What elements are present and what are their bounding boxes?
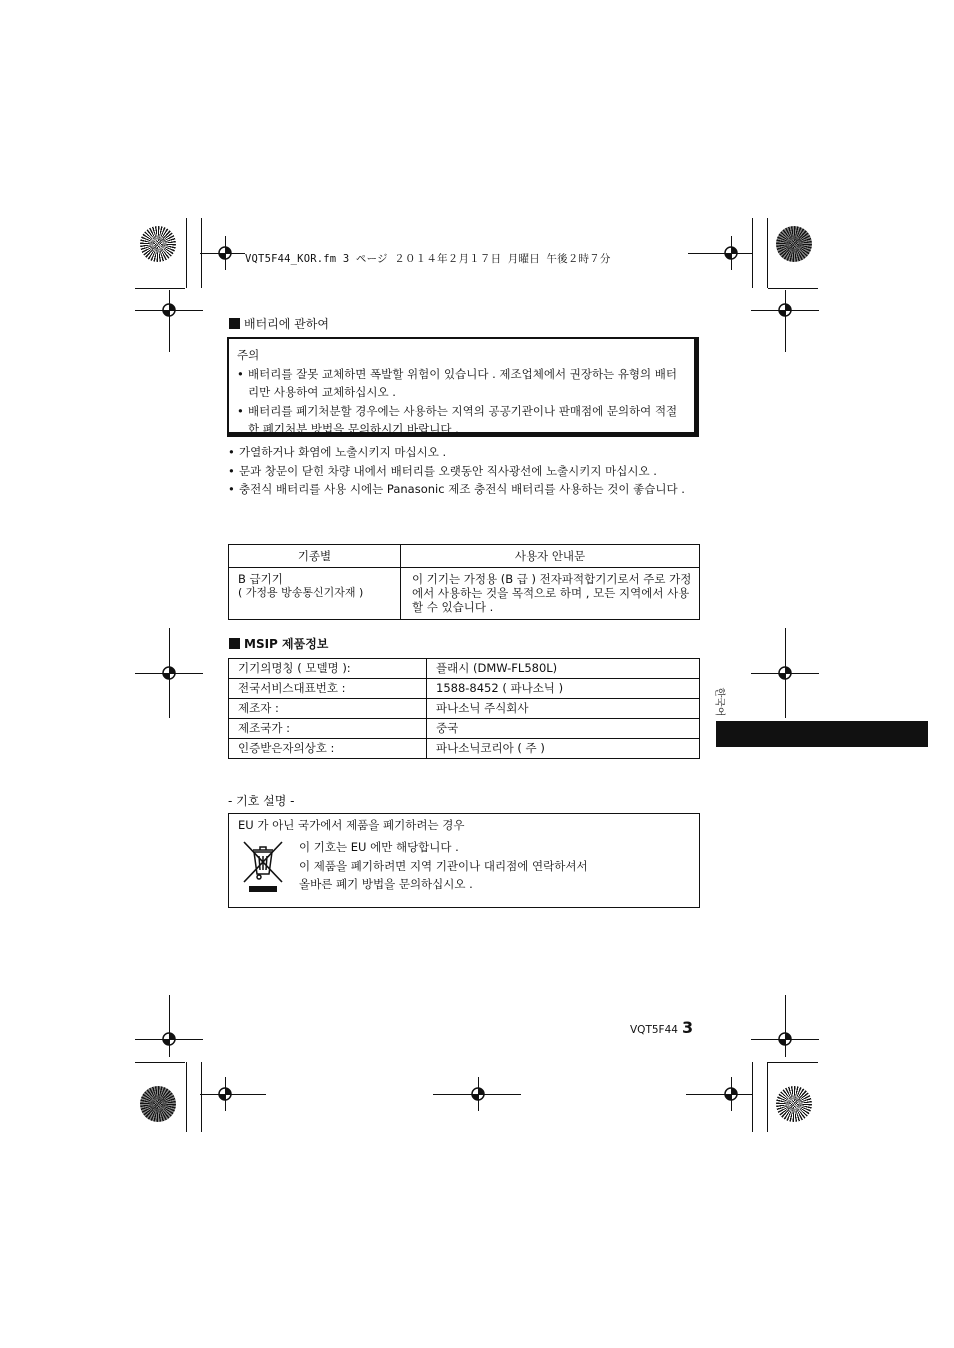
msip-value: 중국 bbox=[427, 719, 700, 739]
eu-line: 올바른 폐기 방법을 문의하십시오 . bbox=[299, 877, 473, 891]
battery-notes bbox=[228, 444, 700, 500]
page-number: 3 bbox=[681, 1018, 694, 1037]
note-item: • 문과 창문이 닫힌 차량 내에서 배터리를 오랫동안 직사광선에 노출시키지 마십시오 . bbox=[228, 463, 700, 481]
model-code: VQT5F44 bbox=[630, 1024, 678, 1036]
msip-value: 1588-8452 ( 파나소닉 ) bbox=[427, 679, 700, 699]
crossed-out-wheelie-bin-icon bbox=[241, 838, 285, 896]
language-tab-bar bbox=[716, 721, 928, 747]
note-item: • 가열하거나 화염에 노출시키지 마십시오 . bbox=[228, 444, 700, 462]
class-cell bbox=[229, 568, 401, 620]
table-row bbox=[229, 679, 700, 699]
page-footer bbox=[630, 1018, 693, 1037]
msip-label: 제조자 : bbox=[229, 699, 427, 719]
table-row bbox=[229, 699, 700, 719]
file-info-header: VQT5F44_KOR.fm 3 ページ ２０１４年２月１７日 月曜日 午後２時７分 bbox=[245, 253, 611, 265]
msip-label: 제조국가 : bbox=[229, 719, 427, 739]
eu-line: 이 기호는 EU 에만 해당합니다 . bbox=[299, 840, 459, 854]
table-row bbox=[229, 719, 700, 739]
msip-label: 기기의명칭 ( 모델명 ): bbox=[229, 659, 427, 679]
symbols-heading: - 기호 설명 - bbox=[228, 794, 295, 808]
caution-box bbox=[227, 337, 699, 437]
language-label: 한국어 bbox=[713, 687, 725, 717]
battery-heading bbox=[229, 315, 329, 332]
msip-heading bbox=[229, 635, 328, 652]
square-bullet-icon bbox=[229, 318, 240, 329]
table-row bbox=[229, 739, 700, 759]
caution-item: • 배터리를 잘못 교체하면 폭발할 위험이 있습니다 . 제조업체에서 권장하는 유형의 배터리만 사용하여 교체하십시오 . bbox=[237, 365, 684, 402]
table-header: 기종별 bbox=[229, 545, 401, 568]
square-bullet-icon bbox=[229, 638, 240, 649]
table-header: 사용자 안내문 bbox=[401, 545, 700, 568]
eu-title: EU 가 아닌 국가에서 제품을 폐기하려는 경우 bbox=[238, 818, 465, 832]
notice-cell: 이 기기는 가정용 (B 급 ) 전자파적합기기로서 주로 가정에서 사용하는 것을 목적으로 하며 , 모든 지역에서 사용할 수 있습니다 . bbox=[401, 568, 700, 620]
eu-line: 이 제품을 폐기하려면 지역 기관이나 대리점에 연락하셔서 bbox=[299, 858, 588, 873]
msip-table bbox=[228, 658, 700, 759]
table-row bbox=[229, 659, 700, 679]
msip-value: 파나소닉 주식회사 bbox=[427, 699, 700, 719]
eu-text bbox=[299, 838, 588, 894]
msip-value: 플래시 (DMW-FL580L) bbox=[427, 659, 700, 679]
msip-heading-text: MSIP 제품정보 bbox=[244, 637, 329, 651]
battery-heading-text: 배터리에 관하여 bbox=[244, 317, 329, 331]
class-sub: ( 가정용 방송통신기자재 ) bbox=[238, 586, 364, 599]
note-item: • 충전식 배터리를 사용 시에는 Panasonic 제조 충전식 배터리를 사용하는 것이 좋습니다 . bbox=[228, 481, 700, 499]
device-class-table bbox=[228, 544, 700, 620]
msip-label: 전국서비스대표번호 : bbox=[229, 679, 427, 699]
class-label: B 급기기 bbox=[238, 572, 283, 586]
caution-title: 주의 bbox=[237, 348, 260, 362]
caution-item: • 배터리를 폐기처분할 경우에는 사용하는 지역의 공공기관이나 판매점에 문의하여 적절한 폐기처분 방법을 문의하시기 바랍니다 . bbox=[237, 402, 684, 439]
msip-value: 파나소닉코리아 ( 주 ) bbox=[427, 739, 700, 759]
msip-label: 인증받은자의상호 : bbox=[229, 739, 427, 759]
eu-disposal-box bbox=[228, 813, 700, 908]
